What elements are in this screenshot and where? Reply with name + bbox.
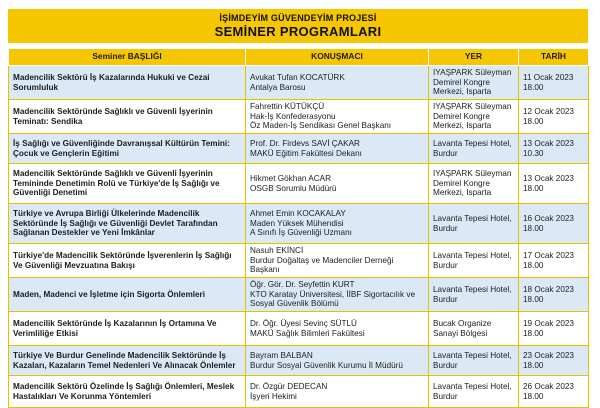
seminar-title-cell: İş Sağlığı ve Güvenliğinde Davranışsal Kültürün Temini: Çocuk ve Gençlerin Eğitimi — [9, 134, 246, 164]
seminar-title-cell: Madencilik Sektöründe Sağlıklı ve Güvenli İşyerinin Teminatı: Sendika — [9, 100, 246, 134]
date-cell: 12 Ocak 2023 18.00 — [519, 100, 589, 134]
seminar-title-cell: Türkiye'de Madencilik Sektöründe İşverenlerin İş Sağlığı Ve Güvenliği Mevzuatına Bakışı — [9, 244, 246, 278]
table-row — [9, 164, 589, 204]
seminar-title-cell: Madencilik Sektörü Özelinde İş Sağlığı Önlemleri, Meslek Hastalıkları Ve Korunma Yöntemleri — [9, 376, 246, 408]
table-row — [9, 312, 589, 346]
column-header-date: TARİH — [519, 49, 589, 66]
table-row — [9, 100, 589, 134]
table-row — [9, 278, 589, 312]
table-row — [9, 244, 589, 278]
seminar-title-cell: Türkiye Ve Burdur Genelinde Madencilik Sektöründe İş Kazaları, Kazaların Temel Nedenleri Ve Alınacak Önlemler — [9, 346, 246, 376]
date-cell: 19 Ocak 2023 18.00 — [519, 312, 589, 346]
table-row — [9, 376, 589, 408]
speaker-cell: Hikmet Gökhan ACAR OSGB Sorumlu Müdürü — [246, 164, 429, 204]
venue-cell: IYAŞPARK Süleyman Demirel Kongre Merkezi, Isparta — [429, 100, 519, 134]
speaker-cell: Ahmet Emin KOCAKALAY Maden Yüksek Mühendisi A Sınıfı İş Güvenliği Uzmanı — [246, 204, 429, 244]
column-header-speaker: KONUŞMACI — [246, 49, 429, 66]
speaker-cell: Bayram BALBAN Burdur Sosyal Güvenlik Kurumu İl Müdürü — [246, 346, 429, 376]
speaker-cell: Dr. Öğr. Üyesi Sevinç SÜTLÜ MAKÜ Sağlık Bilimleri Fakültesi — [246, 312, 429, 346]
venue-cell: Lavanta Tepesi Hotel, Burdur — [429, 278, 519, 312]
table-row — [9, 204, 589, 244]
date-cell: 23 Ocak 2023 18.00 — [519, 346, 589, 376]
table-row — [9, 66, 589, 100]
seminar-title-cell: Madencilik Sektöründe Sağlıklı ve Güvenli İşyerinin Temininde Denetimin Rolü ve Türkiye'de İş Sağlığı ve Güvenliği Denetimi — [9, 164, 246, 204]
seminar-title-cell: Türkiye ve Avrupa Birliği Ülkelerinde Madencilik Sektöründe İş Sağlığı ve Güvenliği Devlet Tarafından Sağlanan Destekler ve Yeni İmkânlar — [9, 204, 246, 244]
date-cell: 13 Ocak 2023 18.00 — [519, 164, 589, 204]
date-cell: 18 Ocak 2023 18.00 — [519, 278, 589, 312]
speaker-cell: Prof. Dr. Firdevs SAVİ ÇAKAR MAKÜ Eğitim Fakültesi Dekanı — [246, 134, 429, 164]
date-cell: 17 Ocak 2023 18.00 — [519, 244, 589, 278]
seminar-title-cell: Maden, Madenci ve İşletme için Sigorta Önlemleri — [9, 278, 246, 312]
venue-cell: IYAŞPARK Süleyman Demirel Kongre Merkezi, Isparta — [429, 164, 519, 204]
venue-cell: Lavanta Tepesi Hotel, Burdur — [429, 346, 519, 376]
column-header-title: Seminer BAŞLIĞI — [9, 49, 246, 66]
venue-cell: Bucak Organize Sanayi Bölgesi — [429, 312, 519, 346]
date-cell: 13 Ocak 2023 10.30 — [519, 134, 589, 164]
title-banner — [8, 9, 588, 43]
venue-cell: Lavanta Tepesi Hotel, Burdur — [429, 376, 519, 408]
table-header-row — [9, 49, 589, 66]
venue-cell: Lavanta Tepesi Hotel, Burdur — [429, 134, 519, 164]
table-row — [9, 346, 589, 376]
speaker-cell: Avukat Tufan KOCATÜRK Antalya Barosu — [246, 66, 429, 100]
seminar-table — [8, 48, 589, 408]
venue-cell: Lavanta Tepesi Hotel, Burdur — [429, 244, 519, 278]
date-cell: 26 Ocak 2023 18.00 — [519, 376, 589, 408]
page-title: SEMİNER PROGRAMLARI — [214, 24, 382, 39]
seminar-title-cell: Madencilik Sektöründe İş Kazalarının İş Ortamına Ve Verimliliğe Etkisi — [9, 312, 246, 346]
speaker-cell: Dr. Özgür DEDECAN İşyeri Hekimi — [246, 376, 429, 408]
table-row — [9, 134, 589, 164]
project-name: İŞİMDEYİM GÜVENDEYİM PROJESİ — [219, 13, 377, 23]
venue-cell: IYAŞPARK Süleyman Demirel Kongre Merkezi, Isparta — [429, 66, 519, 100]
speaker-cell: Nasuh EKİNCİ Burdur Doğaltaş ve Madenciler Derneği Başkanı — [246, 244, 429, 278]
venue-cell: Lavanta Tepesi Hotel, Burdur — [429, 204, 519, 244]
speaker-cell: Öğr. Gör. Dr. Seyfettin KURT KTO Karatay Üniversitesi, İİBF Sigortacılık ve Sosyal Güvenlik Bölümü — [246, 278, 429, 312]
speaker-cell: Fahrettin KÜTÜKÇÜ Hak-İş Konfederasyonu Öz Maden-İş Sendikası Genel Başkanı — [246, 100, 429, 134]
date-cell: 16 Ocak 2023 18.00 — [519, 204, 589, 244]
seminar-title-cell: Madencilik Sektörü İş Kazalarında Hukuki ve Cezai Sorumluluk — [9, 66, 246, 100]
date-cell: 11 Ocak 2023 18.00 — [519, 66, 589, 100]
column-header-venue: YER — [429, 49, 519, 66]
